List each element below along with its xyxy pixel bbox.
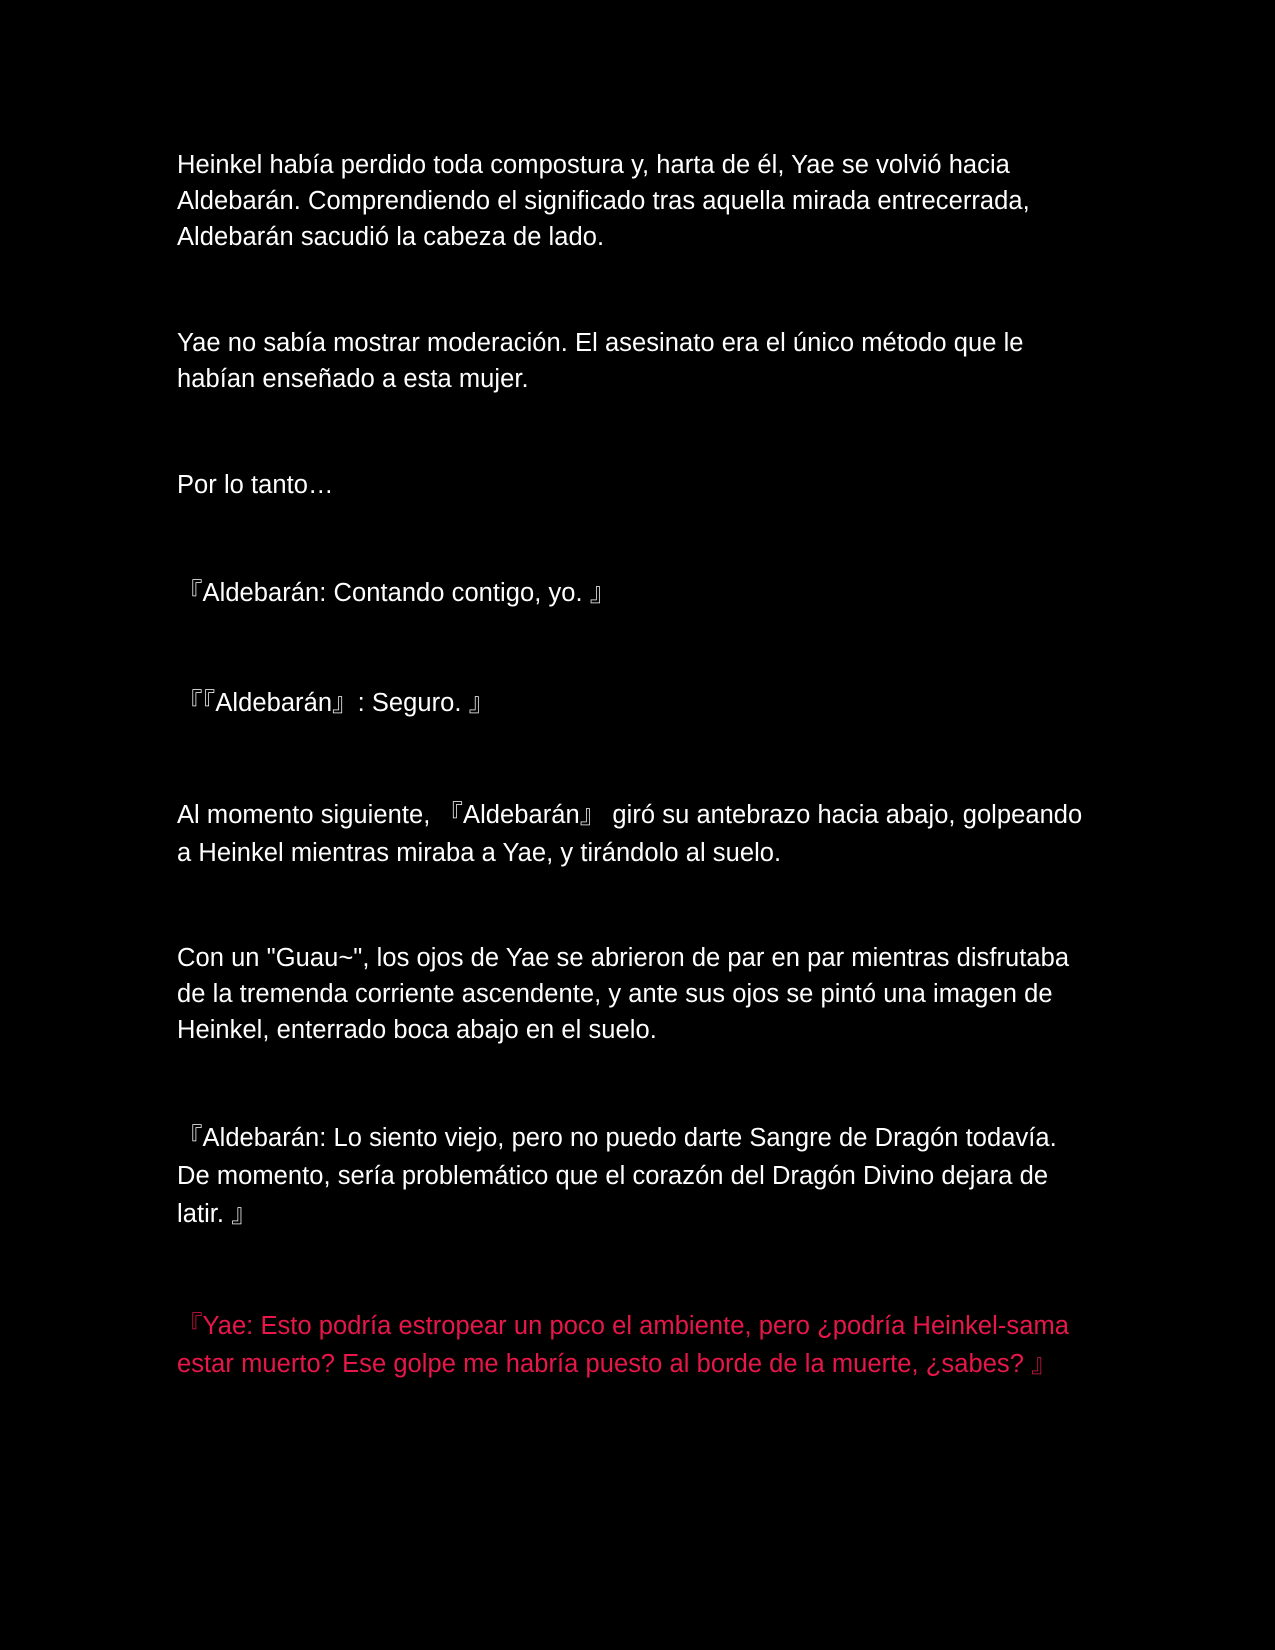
narration-paragraph: Yae no sabía mostrar moderación. El asesinato era el único método que le habían enseñado a esta mujer.: [177, 329, 1024, 393]
narration-paragraph: Por lo tanto…: [177, 471, 334, 499]
dialogue-line: 『Aldebarán: Contando contigo, yo. 』: [177, 579, 616, 607]
narration-paragraph: Con un "Guau~", los ojos de Yae se abrieron de par en par mientras disfrutaba de la tremenda corriente ascendente, y ante sus ojos se pintó una imagen de Heinkel, enterrado boca abajo en el suelo.: [177, 944, 1070, 1044]
dialogue-line: 『『Aldebarán』: Seguro. 』: [177, 689, 495, 717]
highlighted-dialogue-line: 『Yae: Esto podría estropear un poco el ambiente, pero ¿podría Heinkel-sama estar muerto? Ese golpe me habría puesto al borde de la muerte, ¿sabes? 』: [177, 1312, 1069, 1378]
narration-paragraph: Heinkel había perdido toda compostura y, harta de él, Yae se volvió hacia Aldebarán. Comprendiendo el significado tras aquella mirada entrecerrada, Aldebarán sacudió la cabeza de lado.: [177, 151, 1030, 251]
narration-paragraph: Al momento siguiente, 『Aldebarán』 giró su antebrazo hacia abajo, golpeando a Heinkel mientras miraba a Yae, y tirándolo al suelo.: [177, 801, 1083, 867]
dialogue-line: 『Aldebarán: Lo siento viejo, pero no puedo darte Sangre de Dragón todavía. De momento, sería problemático que el corazón del Dragón Divino dejara de latir. 』: [177, 1124, 1057, 1228]
